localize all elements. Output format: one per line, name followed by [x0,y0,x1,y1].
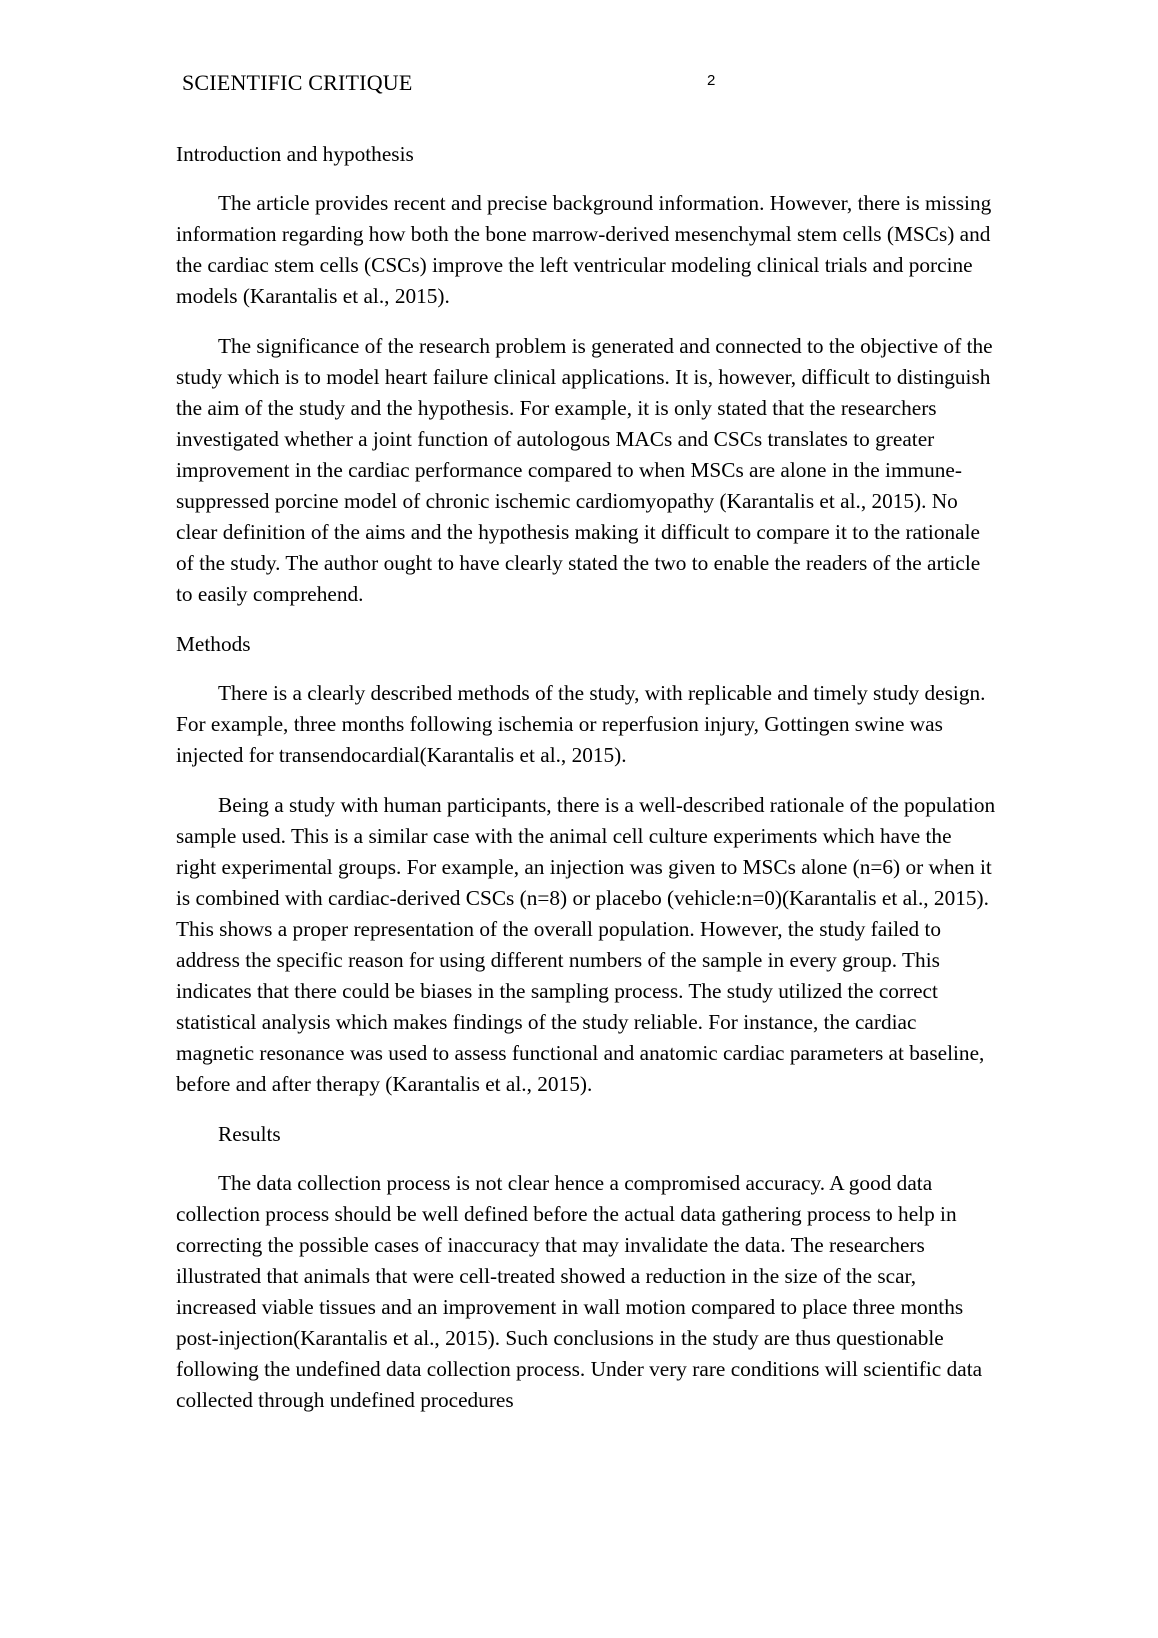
paragraph: The significance of the research problem is generated and connected to the objective of the study which is to model heart failure clinical applications. It is, however, difficult to distinguish the aim of the study and the hypothesis. For example, it is only stated that the researchers investigated whether a joint function of autologous MACs and CSCs translates to greater improvement in the cardiac performance compared to when MSCs are alone in the immune-suppressed porcine model of chronic ischemic cardiomyopathy (Karantalis et al., 2015). No clear definition of the aims and the hypothesis making it difficult to compare it to the rationale of the study. The author ought to have clearly stated the two to enable the readers of the article to easily comprehend. [176,334,993,606]
page-number: 2 [707,72,716,89]
paragraph: The data collection process is not clear hence a compromised accuracy. A good data collection process should be well defined before the actual data gathering process to help in correcting the possible cases of inaccuracy that may invalidate the data. The researchers illustrated that animals that were cell-treated showed a reduction in the size of the scar, increased viable tissues and an improvement in wall motion compared to place three months post-injection(Karantalis et al., 2015). Such conclusions in the study are thus questionable following the undefined data collection process. Under very rare conditions will scientific data collected through undefined procedures [176,1171,983,1412]
document-body [176,139,996,1435]
section-heading-methods: Methods [176,632,251,656]
section-heading-introduction: Introduction and hypothesis [176,142,414,166]
section-heading-results: Results [218,1122,281,1146]
paragraph: The article provides recent and precise background information. However, there is missing information regarding how both the bone marrow-derived mesenchymal stem cells (MSCs) and the cardiac stem cells (CSCs) improve the left ventricular modeling clinical trials and porcine models (Karantalis et al., 2015). [176,191,992,308]
section-methods [176,629,996,1100]
section-introduction [176,139,996,610]
paragraph: Being a study with human participants, there is a well-described rationale of the population sample used. This is a similar case with the animal cell culture experiments which have the right experimental groups. For example, an injection was given to MSCs alone (n=6) or when it is combined with cardiac-derived CSCs (n=8) or placebo (vehicle:n=0)(Karantalis et al., 2015). This shows a proper representation of the overall population. However, the study failed to address the specific reason for using different numbers of the sample in every group. This indicates that there could be biases in the sampling process. The study utilized the correct statistical analysis which makes findings of the study reliable. For instance, the cardiac magnetic resonance was used to assess functional and anatomic cardiac parameters at baseline, before and after therapy (Karantalis et al., 2015). [176,793,996,1096]
paragraph: There is a clearly described methods of the study, with replicable and timely study design. For example, three months following ischemia or reperfusion injury, Gottingen swine was injected for transendocardial(Karantalis et al., 2015). [176,681,986,767]
running-head: SCIENTIFIC CRITIQUE [182,70,413,95]
section-results [176,1119,996,1416]
